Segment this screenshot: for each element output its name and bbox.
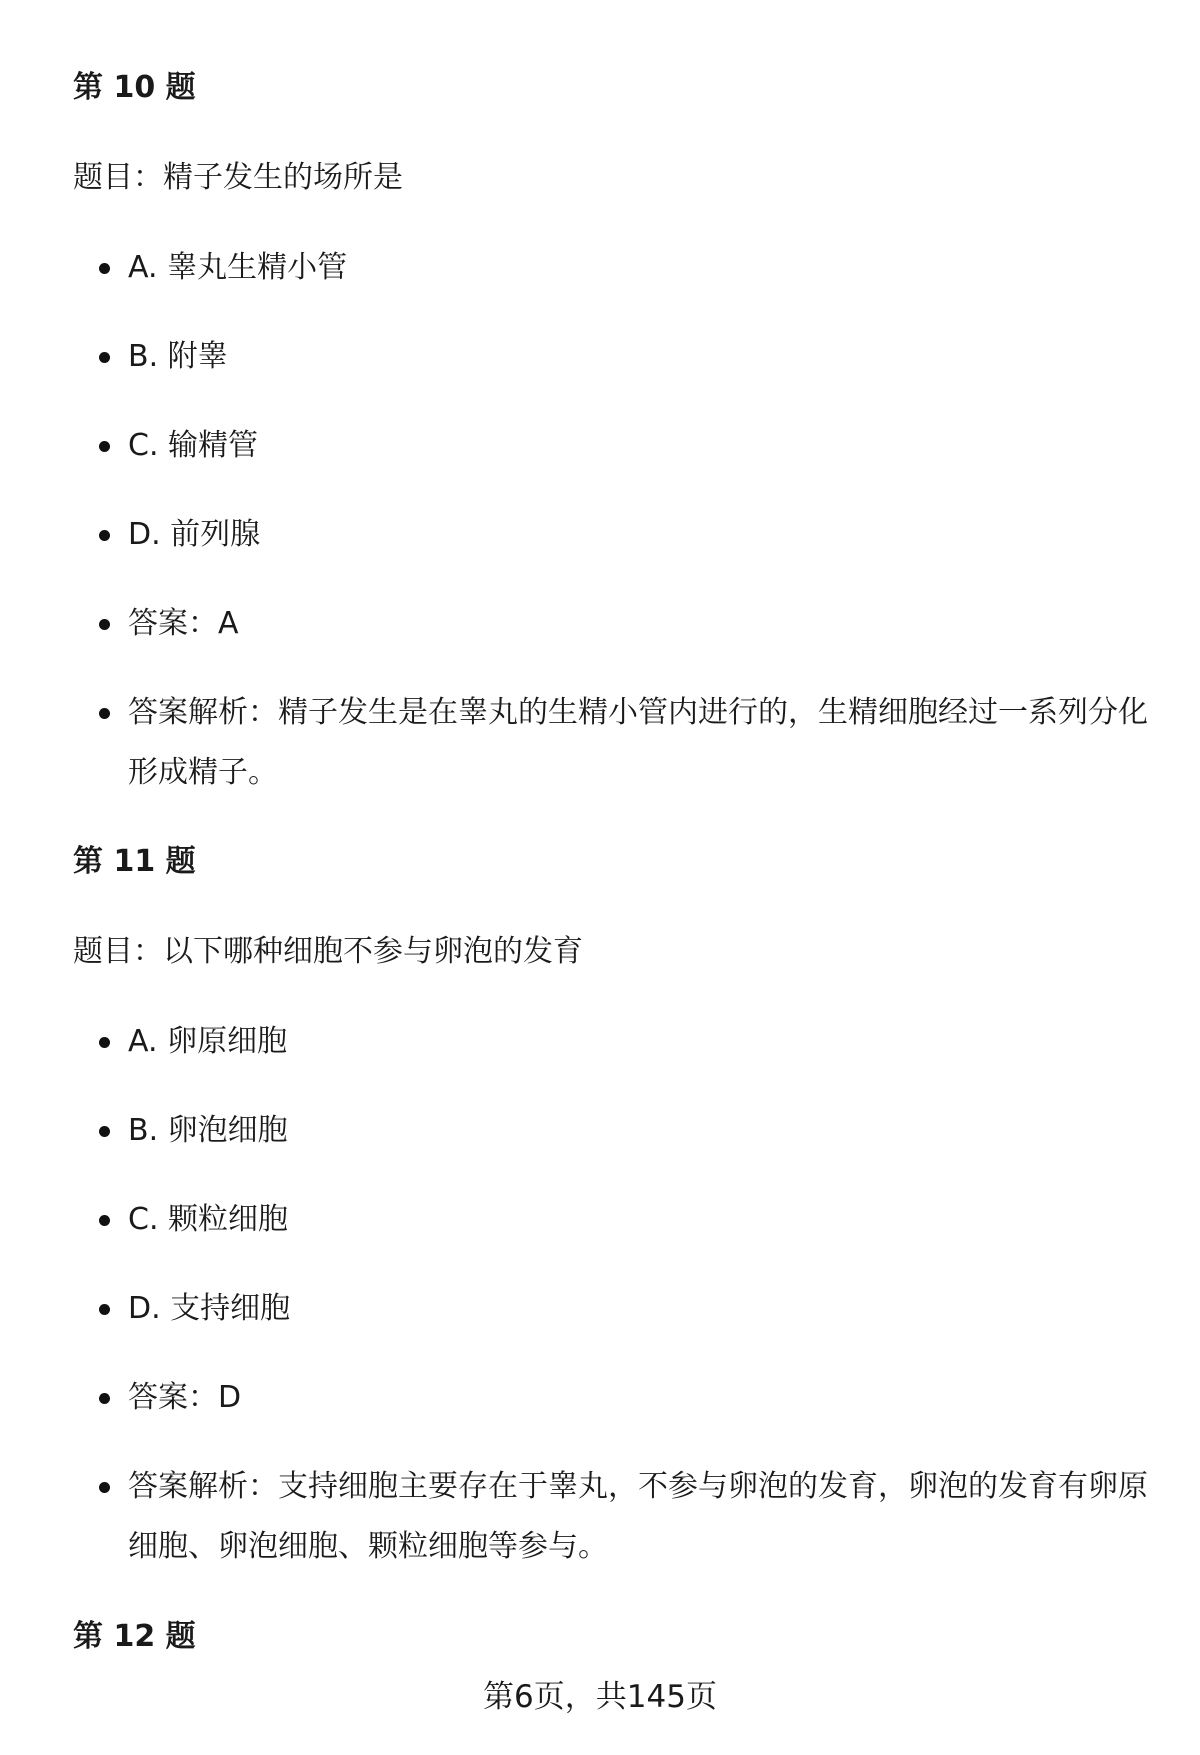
question-11-stem: 题目：以下哪种细胞不参与卵泡的发育 — [73, 934, 583, 969]
question-11-option-a: A. 卵原细胞 — [128, 1012, 1148, 1072]
page-number-footer: 第6页，共145页 — [483, 1679, 717, 1715]
question-10-option-d: D. 前列腺 — [128, 505, 1148, 565]
question-10-option-b: B. 附睾 — [128, 327, 1148, 387]
question-10-explanation: 答案解析：精子发生是在睾丸的生精小管内进行的，生精细胞经过一系列分化形成精子。 — [128, 683, 1148, 803]
question-10-option-c: C. 输精管 — [128, 416, 1148, 476]
question-10-stem: 题目：精子发生的场所是 — [73, 160, 403, 195]
question-12-heading: 第 12 题 — [73, 1619, 196, 1654]
question-11-option-b: B. 卵泡细胞 — [128, 1101, 1148, 1161]
question-10-answer: 答案：A — [128, 594, 1148, 654]
question-10-option-a: A. 睾丸生精小管 — [128, 238, 1148, 298]
question-11-option-d: D. 支持细胞 — [128, 1279, 1148, 1339]
question-10-heading: 第 10 题 — [73, 70, 196, 105]
question-11-option-c: C. 颗粒细胞 — [128, 1190, 1148, 1250]
question-11-heading: 第 11 题 — [73, 844, 196, 879]
question-11-explanation: 答案解析：支持细胞主要存在于睾丸，不参与卵泡的发育，卵泡的发育有卵原细胞、卵泡细胞、颗粒细胞等参与。 — [128, 1457, 1148, 1577]
question-11-answer: 答案：D — [128, 1368, 1148, 1428]
